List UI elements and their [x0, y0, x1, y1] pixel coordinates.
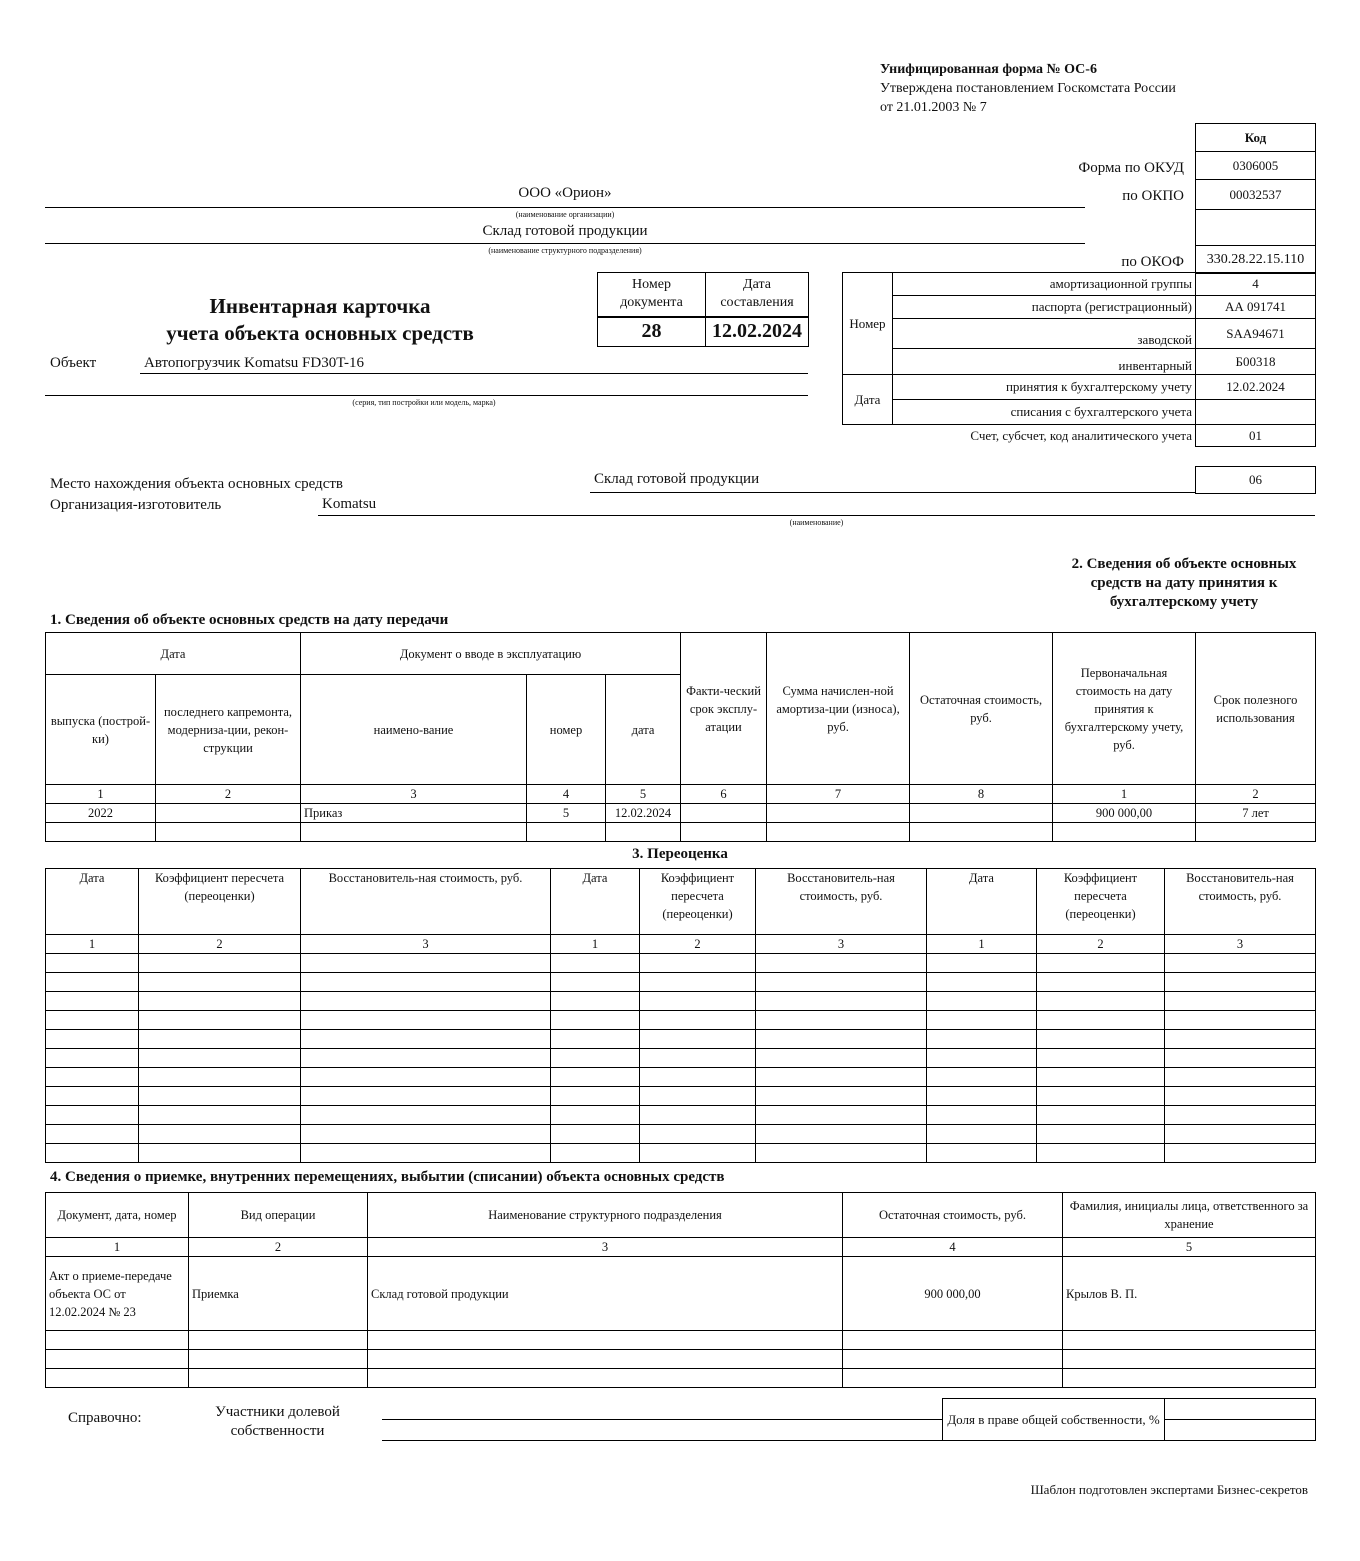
- object-value: Автопогрузчик Komatsu FD30T-16: [144, 355, 364, 371]
- s1-num: 2: [156, 785, 301, 804]
- s4-row-doc: Акт о приеме-передаче объекта ОС от 12.02.2024 № 23: [46, 1257, 189, 1331]
- s1-col-term: Факти-ческий срок эксплу-атации: [681, 633, 767, 785]
- dates-group-label: Дата: [843, 375, 893, 425]
- numbers-table: [842, 272, 1316, 447]
- date-value-written-off: [1196, 400, 1316, 425]
- s1-col-repair: последнего капремонта, модерниза-ции, рекон-струкции: [156, 675, 301, 785]
- s4-col-residual: Остаточная стоимость, руб.: [843, 1193, 1063, 1238]
- section3-title: 3. Переоценка: [632, 846, 728, 862]
- s3-col-date: Дата: [551, 869, 640, 935]
- s1-col-number: номер: [527, 675, 606, 785]
- s2-num: 1: [1053, 785, 1196, 804]
- s1-date-group: Дата: [46, 633, 301, 675]
- form-header-date: от 21.01.2003 № 7: [880, 100, 987, 115]
- s1-num: 4: [527, 785, 606, 804]
- number-label-inventory: инвентарный: [893, 349, 1196, 375]
- s1-num: 5: [606, 785, 681, 804]
- s4-num: 2: [189, 1238, 368, 1257]
- document-number: 28: [598, 317, 706, 347]
- s4-num: 5: [1063, 1238, 1316, 1257]
- s1-col-amort: Сумма начислен-ной амортиза-ции (износа), руб.: [767, 633, 910, 785]
- s1-col-residual: Остаточная стоимость, руб.: [910, 633, 1053, 785]
- section3-table: [45, 868, 1316, 1163]
- okpo-label: по ОКПО: [1122, 188, 1184, 204]
- location-code: 06: [1196, 467, 1316, 494]
- number-value-amort-group: 4: [1196, 273, 1316, 296]
- s3-col-coef: Коэффициент пересчета (переоценки): [139, 869, 301, 935]
- share-label: Доля в праве общей собственности, %: [943, 1399, 1165, 1441]
- codes-empty-cell: [1196, 210, 1316, 246]
- s3-col-date: Дата: [927, 869, 1037, 935]
- s3-num: 2: [1037, 935, 1165, 954]
- object-label: Объект: [50, 355, 97, 371]
- s1-row-date: 12.02.2024: [606, 804, 681, 823]
- s3-col-cost: Восстановитель-ная стоимость, руб.: [301, 869, 551, 935]
- share-table: [942, 1398, 1316, 1441]
- okpo-value: 00032537: [1196, 180, 1316, 210]
- s4-row-residual: 900 000,00: [843, 1257, 1063, 1331]
- s4-row-person: Крылов В. П.: [1063, 1257, 1316, 1331]
- s3-col-coef: Коэффициент пересчета (переоценки): [1037, 869, 1165, 935]
- s4-row-unit: Склад готовой продукции: [368, 1257, 843, 1331]
- section1-table: [45, 632, 1316, 842]
- number-label-passport: паспорта (регистрационный): [893, 296, 1196, 319]
- s1-num: 3: [301, 785, 527, 804]
- s1-col-release: выпуска (построй-ки): [46, 675, 156, 785]
- number-label-amort-group: амортизационной группы: [893, 273, 1196, 296]
- s4-num: 3: [368, 1238, 843, 1257]
- s4-col-op: Вид операции: [189, 1193, 368, 1238]
- location-code-table: [1195, 466, 1316, 494]
- s3-num: 2: [640, 935, 756, 954]
- section2-title: 2. Сведения об объекте основных средств на дату принятия к бухгалтерскому учету: [1071, 556, 1297, 610]
- date-value-accepted: 12.02.2024: [1196, 375, 1316, 400]
- s3-num: 1: [927, 935, 1037, 954]
- org-name-caption: (наименование организации): [515, 210, 615, 219]
- template-note: Шаблон подготовлен экспертами Бизнес-секретов: [1030, 1482, 1308, 1497]
- okof-value: 330.28.22.15.110: [1196, 246, 1316, 274]
- s1-num: 7: [767, 785, 910, 804]
- date-label-accepted: принятия к бухгалтерскому учету: [893, 375, 1196, 400]
- s4-num: 1: [46, 1238, 189, 1257]
- date-label-written-off: списания с бухгалтерского учета: [893, 400, 1196, 425]
- s1-col-date: дата: [606, 675, 681, 785]
- section4-title: 4. Сведения о приемке, внутренних перемещениях, выбытии (списании) объекта основных средств: [50, 1169, 725, 1185]
- numbers-group-label: Номер: [843, 273, 893, 375]
- s1-row-release: 2022: [46, 804, 156, 823]
- okud-label: Форма по ОКУД: [1078, 160, 1184, 176]
- s1-row-name: Приказ: [301, 804, 527, 823]
- s1-row-term: [681, 804, 767, 823]
- s1-num: 1: [46, 785, 156, 804]
- manufacturer-label: Организация-изготовитель: [50, 497, 222, 513]
- codes-table: [1195, 123, 1316, 274]
- s3-num: 1: [46, 935, 139, 954]
- manufacturer-caption: (наименование): [789, 518, 844, 527]
- form-header: [880, 60, 1176, 117]
- s3-num: 1: [551, 935, 640, 954]
- okof-label: по ОКОФ: [1121, 254, 1184, 270]
- org-unit-caption: (наименование структурного подразделения): [488, 246, 642, 255]
- document-table: [597, 272, 809, 347]
- s1-row-residual: [910, 804, 1053, 823]
- s3-num: 3: [756, 935, 927, 954]
- codes-header: Код: [1196, 124, 1316, 152]
- page-title: [100, 293, 540, 347]
- page-title-line1: Инвентарная карточка: [209, 294, 431, 318]
- page-title-line2: учета объекта основных средств: [166, 321, 474, 345]
- account-label: Счет, субсчет, код аналитического учета: [843, 425, 1196, 447]
- s2-num: 2: [1196, 785, 1316, 804]
- s1-num: 6: [681, 785, 767, 804]
- form-header-title: Унифицированная форма № ОС-6: [880, 62, 1097, 77]
- reference-label: Справочно:: [68, 1410, 142, 1426]
- s3-num: 3: [301, 935, 551, 954]
- number-value-passport: АА 091741: [1196, 296, 1316, 319]
- section4-table: [45, 1192, 1316, 1388]
- form-header-approved: Утверждена постановлением Госкомстата России: [880, 81, 1176, 96]
- org-name: ООО «Орион»: [518, 185, 612, 201]
- s1-doc-group: Документ о вводе в эксплуатацию: [301, 633, 681, 675]
- s3-num: 3: [1165, 935, 1316, 954]
- manufacturer-value: Komatsu: [322, 496, 377, 512]
- object-caption: (серия, тип постройки или модель, марка): [352, 398, 496, 407]
- number-value-inventory: Б00318: [1196, 349, 1316, 375]
- section1-title: 1. Сведения об объекте основных средств на дату передачи: [50, 612, 449, 628]
- number-label-factory: заводской: [893, 319, 1196, 349]
- s2-col-life: Срок полезного использования: [1196, 633, 1316, 785]
- s4-col-doc: Документ, дата, номер: [46, 1193, 189, 1238]
- s2-row-life: 7 лет: [1196, 804, 1316, 823]
- s4-num: 4: [843, 1238, 1063, 1257]
- participants-label: Участники долевой собственности: [215, 1404, 340, 1439]
- s1-col-name: наимено-вание: [301, 675, 527, 785]
- s4-col-unit: Наименование структурного подразделения: [368, 1193, 843, 1238]
- s4-col-person: Фамилия, инициалы лица, ответственного за хранение: [1063, 1193, 1316, 1238]
- location-value: Склад готовой продукции: [594, 471, 760, 487]
- okud-value: 0306005: [1196, 152, 1316, 180]
- document-date: 12.02.2024: [706, 317, 809, 347]
- s4-row-op: Приемка: [189, 1257, 368, 1331]
- s3-col-coef: Коэффициент пересчета (переоценки): [640, 869, 756, 935]
- s3-col-date: Дата: [46, 869, 139, 935]
- s1-row-repair: [156, 804, 301, 823]
- s1-row-amort: [767, 804, 910, 823]
- s2-row-initial: 900 000,00: [1053, 804, 1196, 823]
- s2-col-initial: Первоначальная стоимость на дату принятия к бухгалтерскому учету, руб.: [1053, 633, 1196, 785]
- s3-col-cost: Восстановитель-ная стоимость, руб.: [1165, 869, 1316, 935]
- org-unit: Склад готовой продукции: [482, 223, 648, 239]
- s3-col-cost: Восстановитель-ная стоимость, руб.: [756, 869, 927, 935]
- s1-row-number: 5: [527, 804, 606, 823]
- number-value-factory: SAA94671: [1196, 319, 1316, 349]
- s1-num: 8: [910, 785, 1053, 804]
- location-label: Место нахождения объекта основных средств: [50, 476, 343, 492]
- document-date-header: Дата составления: [706, 273, 809, 317]
- document-number-header: Номер документа: [598, 273, 706, 317]
- account-value: 01: [1196, 425, 1316, 447]
- s3-num: 2: [139, 935, 301, 954]
